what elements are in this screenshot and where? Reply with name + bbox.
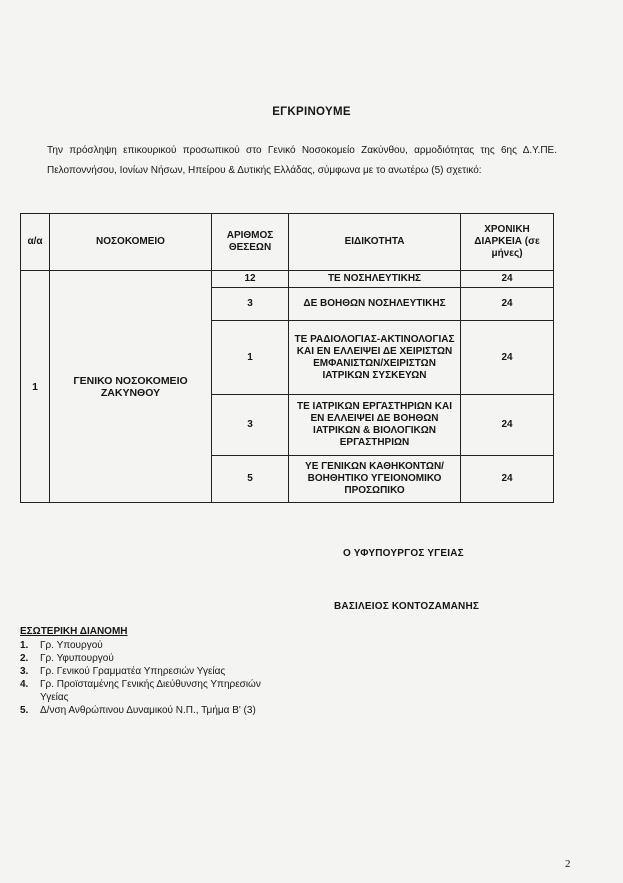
list-item: [20, 704, 340, 717]
distribution-list: [20, 626, 340, 717]
header-positions: ΑΡΙΘΜΟΣ ΘΕΣΕΩΝ: [212, 214, 289, 271]
signatory-role: Ο ΥΦΥΠΟΥΡΓΟΣ ΥΓΕΙΑΣ: [343, 548, 464, 559]
decision-heading: ΕΓΚΡΙΝΟΥΜΕ: [272, 106, 351, 118]
list-item: [20, 639, 340, 652]
list-item-text: Γρ. Υπουργού: [40, 640, 103, 651]
list-item-text: Γρ. Προϊσταμένης Γενικής Διεύθυνσης Υπηρεσιών Υγείας: [40, 679, 261, 703]
duration-cell: 24: [461, 321, 554, 395]
header-duration: ΧΡΟΝΙΚΗ ΔΙΑΡΚΕΙΑ (σε μήνες): [461, 214, 554, 271]
list-item-number: 2.: [20, 653, 29, 664]
list-item-text: Δ/νση Ανθρώπινου Δυναμικού Ν.Π., Τμήμα Β' (3): [40, 705, 256, 716]
list-item: [20, 652, 340, 665]
duration-cell: 24: [461, 456, 554, 503]
positions-cell: 3: [212, 288, 289, 321]
list-item: [20, 665, 340, 678]
list-item-number: 4.: [20, 679, 29, 690]
table-header-row: [21, 214, 554, 271]
positions-cell: 1: [212, 321, 289, 395]
list-item-number: 1.: [20, 640, 29, 651]
list-item-number: 3.: [20, 666, 29, 677]
specialty-cell: ΔΕ ΒΟΗΘΩΝ ΝΟΣΗΛΕΥΤΙΚΗΣ: [289, 288, 461, 321]
header-hospital: ΝΟΣΟΚΟΜΕΙΟ: [50, 214, 212, 271]
positions-table: [20, 213, 554, 503]
hospital-cell: ΓΕΝΙΚΟ ΝΟΣΟΚΟΜΕΙΟ ΖΑΚΥΝΘΟΥ: [50, 271, 212, 503]
list-item-text: Γρ. Υφυπουργού: [40, 653, 114, 664]
header-specialty: ΕΙΔΙΚΟΤΗΤΑ: [289, 214, 461, 271]
list-item-number: 5.: [20, 705, 29, 716]
positions-cell: 12: [212, 271, 289, 288]
specialty-cell: ΤΕ ΙΑΤΡΙΚΩΝ ΕΡΓΑΣΤΗΡΙΩΝ ΚΑΙ ΕΝ ΕΛΛΕΙΨΕΙ ΔΕ ΒΟΗΘΩΝ ΙΑΤΡΙΚΩΝ & ΒΙΟΛΟΓΙΚΩΝ ΕΡΓΑΣΤΗΡΙΩΝ: [289, 395, 461, 456]
page-number: 2: [565, 858, 571, 870]
header-aa: α/α: [21, 214, 50, 271]
positions-cell: 5: [212, 456, 289, 503]
intro-text: Την πρόσληψη επικουρικού προσωπικού στο Γενικό Νοσοκομείο Ζακύνθου, αρμοδιότητας της 6ης Δ.Υ.ΠΕ. Πελοποννήσου, Ιονίων Νήσων, Ηπείρου & Δυτικής Ελλάδας, σύμφωνα με το ανωτέρω (5) σχετικό:: [47, 145, 557, 176]
row-aa-cell: 1: [21, 271, 50, 503]
specialty-cell: ΤΕ ΡΑΔΙΟΛΟΓΙΑΣ-ΑΚΤΙΝΟΛΟΓΙΑΣ ΚΑΙ ΕΝ ΕΛΛΕΙΨΕΙ ΔΕ ΧΕΙΡΙΣΤΩΝ ΕΜΦΑΝΙΣΤΩΝ/ΧΕΙΡΙΣΤΩΝ ΙΑΤΡΙΚΩΝ ΣΥΣΚΕΥΩΝ: [289, 321, 461, 395]
specialty-cell: ΥΕ ΓΕΝΙΚΩΝ ΚΑΘΗΚΟΝΤΩΝ/ΒΟΗΘΗΤΙΚΟ ΥΓΕΙΟΝΟΜΙΚΟ ΠΡΟΣΩΠΙΚΟ: [289, 456, 461, 503]
duration-cell: 24: [461, 395, 554, 456]
intro-paragraph: [47, 141, 557, 181]
duration-cell: 24: [461, 271, 554, 288]
positions-cell: 3: [212, 395, 289, 456]
list-item-text: Γρ. Γενικού Γραμματέα Υπηρεσιών Υγείας: [40, 666, 226, 677]
table-row: [21, 271, 554, 288]
duration-cell: 24: [461, 288, 554, 321]
distribution-title: ΕΣΩΤΕΡΙΚΗ ΔΙΑΝΟΜΗ: [20, 626, 128, 637]
specialty-cell: ΤΕ ΝΟΣΗΛΕΥΤΙΚΗΣ: [289, 271, 461, 288]
signatory-name: ΒΑΣΙΛΕΙΟΣ ΚΟΝΤΟΖΑΜΑΝΗΣ: [334, 601, 480, 612]
list-item: [20, 678, 340, 704]
